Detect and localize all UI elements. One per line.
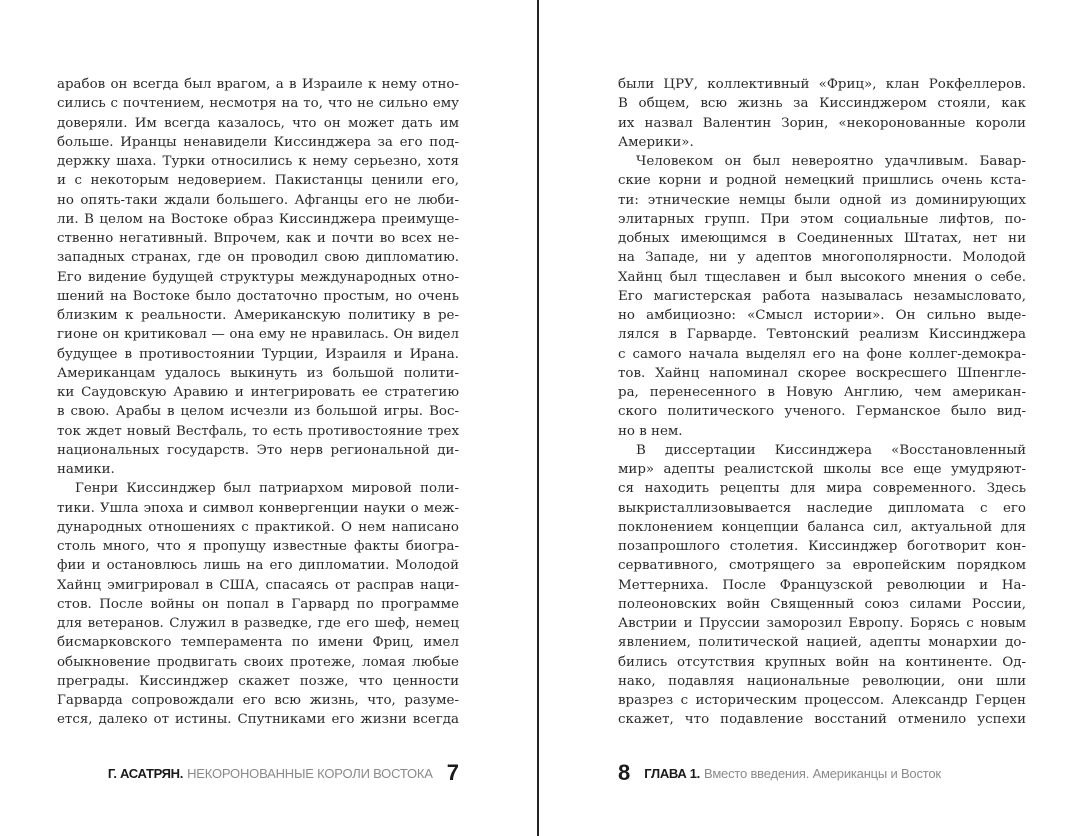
text-line: доверяли. Им всегда казалось, что он может дать им xyxy=(57,115,459,131)
text-line: столь много, что я пропущу известные факты биогра- xyxy=(57,539,459,554)
footer-book-title: НЕКОРОНОВАННЫЕ КОРОЛИ ВОСТОКА xyxy=(187,765,433,781)
text-line: но амбициозно: «Смысл истории». Он сильно выде- xyxy=(618,308,1026,323)
text-line: но опять-таки ждали большего. Афганцы его не люби- xyxy=(57,192,459,208)
text-line: Американцам удалось выкинуть из большой полити- xyxy=(57,365,459,381)
text-line: позапрошлого столетия. Киссинджер боготворит кон- xyxy=(618,539,1026,554)
text-line: близким к реальности. Американскую политику в ре- xyxy=(57,308,459,323)
text-line: фии и остановлюсь лишь на его дипломатии. Молодой xyxy=(57,558,459,574)
text-line: будущее в противостоянии Турции, Израиля и Ирана. xyxy=(57,346,459,362)
text-line: ти: этнические немцы были одной из доминирующих xyxy=(618,192,1026,208)
page-divider xyxy=(537,0,539,836)
text-line: ся находить рецепты для мира современного. Здесь xyxy=(618,481,1026,497)
text-line: нако, подавляя национальные революции, они шли xyxy=(618,673,1026,689)
text-line: добных имеющимся в Соединенных Штатах, нет ни xyxy=(618,231,1026,246)
text-line: намики. xyxy=(57,462,115,477)
text-line: бисмарковского темперамента по имени Фриц, имел xyxy=(57,635,459,651)
text-line: сились с почтением, несмотря на то, что не сильно ему xyxy=(57,96,459,112)
text-line: ра, перенесенного в Новую Англию, чем американ- xyxy=(618,385,1026,400)
text-line: и с некоторым недоверием. Пакистанцы ценили его, xyxy=(57,173,459,189)
text-line: элитарных групп. При этом социальные лифтов, по- xyxy=(618,211,1026,227)
text-line: для ветеранов. Служил в разведке, где его шеф, немец xyxy=(57,616,459,631)
text-line: тики. Ушла эпоха и символ конвергенции науки о меж- xyxy=(57,500,459,516)
right-page xyxy=(540,0,1077,836)
text-line: вразрез с историческим процессом. Александр Герцен xyxy=(618,693,1026,708)
text-line: но в нем. xyxy=(618,423,683,439)
footer-chapter-title: Вместо введения. Американцы и Восток xyxy=(704,765,941,781)
text-line: Америки». xyxy=(618,134,694,150)
text-line: Хайнц эмигрировал в США, спасаясь от расправ наци- xyxy=(57,577,459,593)
text-line: Гарварда сопровождали его всю жизнь, что, разуме- xyxy=(57,693,459,708)
left-page-footer xyxy=(108,760,459,786)
text-line: национальных государств. Это нерв региональной ди- xyxy=(57,442,459,458)
text-line: с самого начала выделял его на фоне коллег-демокра- xyxy=(618,346,1026,362)
text-line: лялся в Гарварде. Тевтонский реализм Киссинджера xyxy=(618,327,1026,343)
text-line: Генри Киссинджер был патриархом мировой поли- xyxy=(75,481,459,497)
footer-author: Г. АСАТРЯН. xyxy=(107,765,184,781)
text-line: тов. Хайнц напоминал скорее воскресшего Шпенгле- xyxy=(618,365,1026,381)
page-number: 7 xyxy=(446,760,459,785)
text-line: западных странах, где он проводил свою дипломатию. xyxy=(57,250,459,266)
text-line: больше. Иранцы ненавидели Киссинджера за его под- xyxy=(57,134,459,150)
right-page-body-text xyxy=(618,75,1026,730)
text-line: В диссертации Киссинджера «Восстановленный xyxy=(636,442,1026,458)
text-line: ственно негативный. Впрочем, как и почти во всех не- xyxy=(57,231,459,246)
text-line: явлением, политической нацией, адепты монархии до- xyxy=(618,635,1026,651)
text-line: Человеком он был невероятно удачливым. Бавар- xyxy=(636,154,1026,169)
text-line: В общем, всю жизнь за Киссинджером стояли, как xyxy=(618,96,1026,112)
text-line: полеоновских войн Священный союз силами России, xyxy=(618,596,1026,612)
page-number: 8 xyxy=(618,760,631,785)
text-line: Его видение будущей структуры международных отно- xyxy=(57,269,459,285)
right-page-footer xyxy=(618,760,941,786)
text-line: на Западе, ни у адептов многополярности. Молодой xyxy=(618,250,1026,266)
text-line: ского политического ученого. Германское было вид- xyxy=(618,404,1026,420)
text-line: преграды. Киссинджер скажет позже, что ценности xyxy=(57,673,459,689)
text-line: Меттерниха. После Французской революции и На- xyxy=(618,577,1026,593)
text-line: мир» адепты реалистской школы все еще умудряют- xyxy=(618,462,1026,477)
text-line: поклонением концепции баланса сил, актуальной для xyxy=(618,519,1026,535)
left-page-body-text xyxy=(57,75,459,730)
text-line: скажет, что подавление восстаний отменило успехи xyxy=(618,712,1026,728)
text-line: дународных отношениях с практикой. О нем написано xyxy=(57,519,459,535)
text-line: их назвал Валентин Зорин, «некоронованные короли xyxy=(618,115,1026,131)
text-line: ток ждет новый Вестфаль, то есть противостояние трех xyxy=(57,423,459,439)
text-line: выкристаллизовывается наследие дипломата с его xyxy=(618,500,1026,516)
text-line: Хайнц был тщеславен и был высокого мнения о себе. xyxy=(618,269,1026,285)
text-line: были ЦРУ, коллективный «Фриц», клан Рокфеллеров. xyxy=(618,77,1026,92)
text-line: гионе он критиковал — она ему не нравилась. Он видел xyxy=(57,327,459,343)
text-line: обыкновение продвигать своих протеже, ломая любые xyxy=(57,654,459,670)
text-line: в свою. Арабы в целом исчезли из большой игры. Вос- xyxy=(57,404,459,420)
text-line: сервативного, смотрящего за европейским порядком xyxy=(618,558,1026,574)
text-line: стов. После войны он попал в Гарвард по программе xyxy=(57,596,459,612)
text-line: Его магистерская работа называлась незамысловато, xyxy=(618,288,1026,304)
text-line: арабов он всегда был врагом, а в Израиле к нему отно- xyxy=(57,77,459,92)
footer-chapter: ГЛАВА 1. xyxy=(644,765,700,781)
text-line: Австрии и Пруссии заморозил Европу. Борясь с новым xyxy=(618,616,1026,631)
text-line: ется, далеко от истины. Спутниками его жизни всегда xyxy=(57,712,459,728)
text-line: ки Саудовскую Аравию и интегрировать ее стратегию xyxy=(57,385,459,400)
text-line: держку шаха. Турки относились к нему серьезно, хотя xyxy=(57,154,459,169)
text-line: ли. В целом на Востоке образ Киссинджера преимуще- xyxy=(57,211,459,227)
text-line: ские корни и родной немецкий пришлись очень кста- xyxy=(618,173,1026,189)
text-line: бились отсутствия крупных войн на континенте. Од- xyxy=(618,654,1026,670)
text-line: шений на Востоке было достаточно простым, но очень xyxy=(57,288,459,304)
left-page xyxy=(0,0,537,836)
